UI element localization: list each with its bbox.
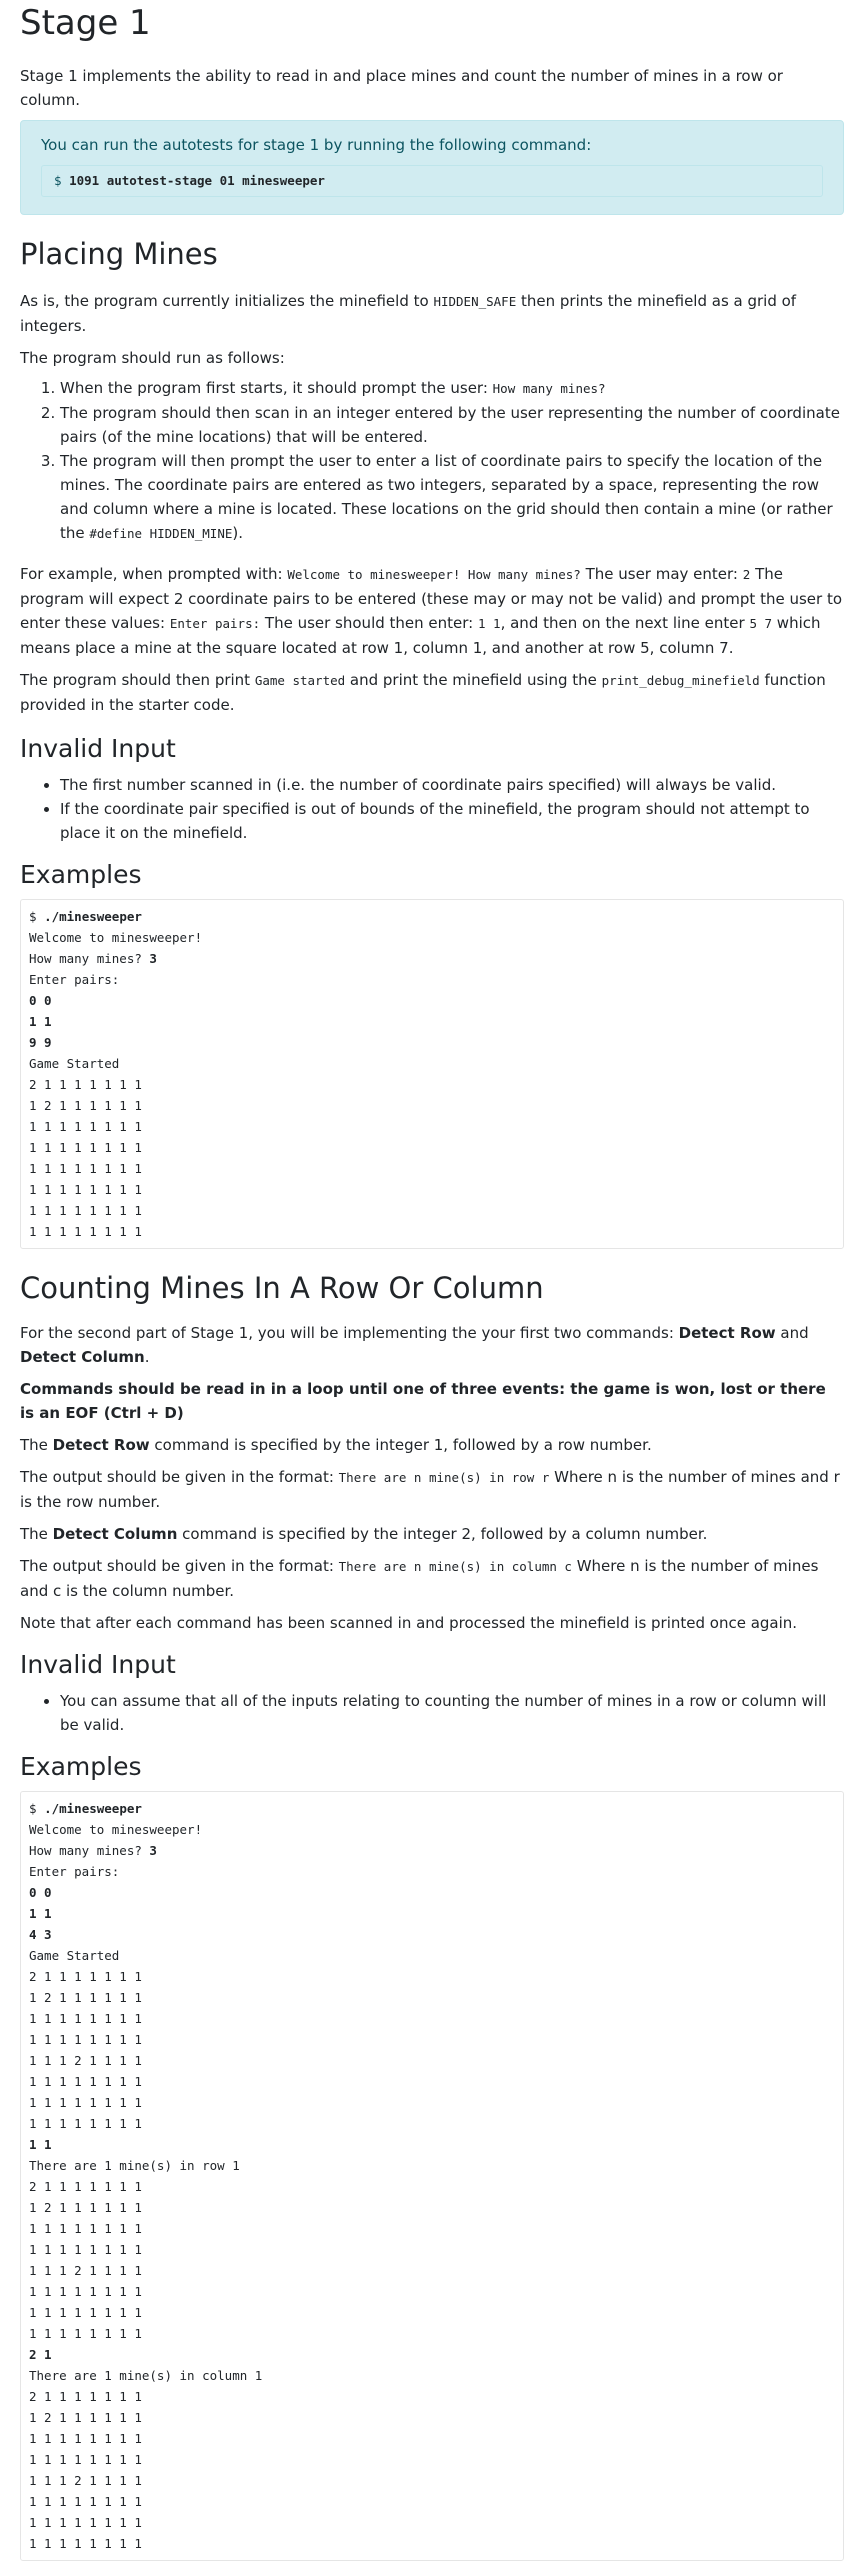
terminal-line <box>29 2137 52 2152</box>
text: The output should be given in the format: <box>20 1468 339 1486</box>
terminal-example-1 <box>20 899 844 1249</box>
terminal-input: 4 3 <box>29 1927 52 1942</box>
terminal-input: 0 0 <box>29 1885 52 1900</box>
invalid-input-list-2 <box>20 1689 844 1737</box>
terminal-input: 2 1 <box>29 2347 52 2362</box>
terminal-input: ./minesweeper <box>44 1801 142 1816</box>
invalid-input-list-1 <box>20 773 844 845</box>
terminal-output: 1 1 1 1 1 1 1 1 <box>29 1161 142 1176</box>
terminal-output: How many mines? <box>29 951 150 966</box>
terminal-output: 1 1 1 1 1 1 1 1 <box>29 2326 142 2341</box>
terminal-line <box>29 2389 142 2404</box>
terminal-input: ./minesweeper <box>44 909 142 924</box>
terminal-output: 1 1 1 1 1 1 1 1 <box>29 2032 142 2047</box>
terminal-output: 1 1 1 1 1 1 1 1 <box>29 2074 142 2089</box>
terminal-input: 1 1 <box>29 1906 52 1921</box>
code-how-many-mines: How many mines? <box>492 381 606 396</box>
terminal-line <box>29 1140 142 1155</box>
code-hidden-mine: #define HIDDEN_MINE <box>89 526 233 541</box>
terminal-line <box>29 1906 52 1921</box>
terminal-output: There are 1 mine(s) in column 1 <box>29 2368 263 2383</box>
terminal-line <box>29 1203 142 1218</box>
prompt-symbol: $ <box>54 173 62 188</box>
terminal-line <box>29 2284 142 2299</box>
print-paragraph <box>20 668 844 717</box>
terminal-output: 2 1 1 1 1 1 1 1 <box>29 2389 142 2404</box>
counting-p3 <box>20 1433 844 1457</box>
terminal-output: 1 1 1 1 1 1 1 1 <box>29 2452 142 2467</box>
terminal-line <box>29 2221 142 2236</box>
terminal-line <box>29 1801 142 1816</box>
terminal-line <box>29 2536 142 2551</box>
terminal-output: 1 2 1 1 1 1 1 1 <box>29 1990 142 2005</box>
terminal-line <box>29 2368 262 2383</box>
terminal-line <box>29 1014 52 1029</box>
counting-p5 <box>20 1522 844 1546</box>
terminal-output: 1 2 1 1 1 1 1 1 <box>29 1098 142 1113</box>
autotest-alert <box>20 120 844 215</box>
terminal-output: 1 1 1 2 1 1 1 1 <box>29 2263 142 2278</box>
terminal-line <box>29 1885 52 1900</box>
list-item: • If the coordinate pair specified is out of bounds of the minefield, the program should not attempt to place it on the minefield. <box>60 797 844 845</box>
terminal-line <box>29 2305 142 2320</box>
terminal-line <box>29 1224 142 1239</box>
stage-title: Stage 1 <box>20 3 151 43</box>
terminal-line <box>29 1161 142 1176</box>
terminal-line <box>29 909 142 924</box>
text: The <box>20 1525 53 1543</box>
terminal-output: Game Started <box>29 1948 120 1963</box>
terminal-output: 1 1 1 1 1 1 1 1 <box>29 2536 142 2551</box>
list-item <box>60 376 844 401</box>
terminal-output: 1 1 1 1 1 1 1 1 <box>29 2494 142 2509</box>
terminal-line <box>29 930 202 945</box>
alert-text: You can run the autotests for stage 1 by running the following command: <box>41 136 592 154</box>
text: The output should be given in the format: <box>20 1557 339 1575</box>
text: The user may enter: <box>580 565 743 583</box>
terminal-output: 1 1 1 1 1 1 1 1 <box>29 2221 142 2236</box>
code-game-started: Game started <box>254 673 346 688</box>
text: . <box>144 1348 150 1366</box>
text: The program will expect 2 coordinate pairs to be entered (these may or may not be valid) and prompt the user to enter these values: <box>20 565 843 632</box>
list-item: 2. The program should then scan in an integer entered by the user representing the number of coordinate pairs (of the mine locations) that will be entered. <box>60 401 844 449</box>
terminal-output: 2 1 1 1 1 1 1 1 <box>29 1969 142 1984</box>
code-hidden-safe: HIDDEN_SAFE <box>433 294 517 309</box>
counting-p7: Note that after each command has been scanned in and processed the minefield is printed once again. <box>20 1614 798 1632</box>
terminal-line <box>29 1119 142 1134</box>
terminal-output: 1 1 1 1 1 1 1 1 <box>29 2305 142 2320</box>
code-column-format: There are n mine(s) in column c <box>338 1559 572 1574</box>
terminal-output: 1 1 1 2 1 1 1 1 <box>29 2473 142 2488</box>
terminal-line <box>29 2074 142 2089</box>
terminal-line <box>29 1864 119 1879</box>
text: and print the minefield using the <box>345 671 602 689</box>
terminal-line <box>29 1927 52 1942</box>
placing-p1 <box>20 289 844 338</box>
terminal-output: Welcome to minesweeper! <box>29 1822 203 1837</box>
terminal-output: 2 1 1 1 1 1 1 1 <box>29 2179 142 2194</box>
list-item <box>60 449 844 546</box>
text: , and then on the next line enter <box>500 614 750 632</box>
counting-p2 <box>20 1377 844 1425</box>
terminal-output: Game Started <box>29 1056 120 1071</box>
counting-p6 <box>20 1554 844 1603</box>
examples-heading-1: Examples <box>20 860 142 889</box>
code-5-7: 5 7 <box>749 616 773 631</box>
code-enter-pairs: Enter pairs: <box>169 616 261 631</box>
terminal-line <box>29 1822 202 1837</box>
text: ). <box>232 524 244 542</box>
terminal-line <box>29 2410 142 2425</box>
terminal-line <box>29 2263 142 2278</box>
text: As is, the program currently initializes the minefield to <box>20 292 434 310</box>
list-item: • You can assume that all of the inputs relating to counting the number of mines in a row or column will be valid. <box>60 1689 844 1737</box>
terminal-line <box>29 2158 240 2173</box>
terminal-output: 1 2 1 1 1 1 1 1 <box>29 2200 142 2215</box>
counting-heading: Counting Mines In A Row Or Column <box>20 1271 544 1305</box>
code-2: 2 <box>742 567 751 582</box>
terminal-line <box>29 2326 142 2341</box>
terminal-line <box>29 993 52 1008</box>
terminal-input: 3 <box>149 1843 157 1858</box>
terminal-output: 1 1 1 1 1 1 1 1 <box>29 2095 142 2110</box>
terminal-line <box>29 2179 142 2194</box>
detect-column-bold: Detect Column <box>20 1348 145 1366</box>
terminal-line <box>29 1990 142 2005</box>
text: which means place a mine at the square located at row 1, column 1, and another at row 5, column 7. <box>20 614 821 657</box>
terminal-output: 1 1 1 1 1 1 1 1 <box>29 2515 142 2530</box>
text: The <box>20 1436 53 1454</box>
terminal-line <box>29 1969 142 1984</box>
terminal-line <box>29 951 157 966</box>
list-item: • The first number scanned in (i.e. the number of coordinate pairs specified) will always be valid. <box>60 773 844 797</box>
terminal-input: 1 1 <box>29 2137 52 2152</box>
text: The program should then print <box>20 671 255 689</box>
terminal-line <box>29 2200 142 2215</box>
terminal-line <box>29 1035 52 1050</box>
terminal-output: 1 2 1 1 1 1 1 1 <box>29 2410 142 2425</box>
terminal-output: 1 1 1 1 1 1 1 1 <box>29 2284 142 2299</box>
text: and <box>775 1324 809 1342</box>
terminal-line <box>29 1843 157 1858</box>
terminal-output: 2 1 1 1 1 1 1 1 <box>29 1077 142 1092</box>
intro-paragraph: Stage 1 implements the ability to read in and place mines and count the number of mines in a row or column. <box>20 67 783 109</box>
text: For the second part of Stage 1, you will be implementing the your first two commands: <box>20 1324 679 1342</box>
text: then prints the minefield as a grid of integers. <box>20 292 797 335</box>
terminal-output: $ <box>29 1801 45 1816</box>
terminal-line <box>29 1098 142 1113</box>
terminal-line <box>29 1056 119 1071</box>
code-print-debug-minefield: print_debug_minefield <box>601 673 760 688</box>
terminal-output: 1 1 1 2 1 1 1 1 <box>29 2053 142 2068</box>
terminal-input: 1 1 <box>29 1014 52 1029</box>
terminal-line <box>29 2431 142 2446</box>
terminal-input: 9 9 <box>29 1035 52 1050</box>
text: For example, when prompted with: <box>20 565 288 583</box>
terminal-output: How many mines? <box>29 1843 150 1858</box>
terminal-line <box>29 2452 142 2467</box>
terminal-output: 1 1 1 1 1 1 1 1 <box>29 1224 142 1239</box>
placing-p2: The program should run as follows: <box>20 349 285 367</box>
terminal-output: 1 1 1 1 1 1 1 1 <box>29 2011 142 2026</box>
terminal-output: Welcome to minesweeper! <box>29 930 203 945</box>
terminal-line <box>29 972 119 987</box>
terminal-output: There are 1 mine(s) in row 1 <box>29 2158 240 2173</box>
terminal-line <box>29 2347 52 2362</box>
invalid-input-heading-1: Invalid Input <box>20 734 176 763</box>
detect-column-bold: Detect Column <box>52 1525 178 1543</box>
autotest-command-box[interactable] <box>41 165 823 197</box>
terminal-line <box>29 2116 142 2131</box>
detect-row-bold: Detect Row <box>52 1436 150 1454</box>
terminal-output: Enter pairs: <box>29 972 120 987</box>
counting-p4 <box>20 1465 844 1514</box>
terminal-line <box>29 2095 142 2110</box>
text: Where n is the number of mines and r is the row number. <box>20 1468 840 1511</box>
terminal-output: 1 1 1 1 1 1 1 1 <box>29 2242 142 2257</box>
terminal-line <box>29 2011 142 2026</box>
terminal-line <box>29 1948 119 1963</box>
example-paragraph <box>20 562 844 660</box>
terminal-line <box>29 2242 142 2257</box>
invalid-input-heading-2: Invalid Input <box>20 1650 176 1679</box>
examples-heading-2: Examples <box>20 1752 142 1781</box>
terminal-line <box>29 2473 142 2488</box>
terminal-line <box>29 2032 142 2047</box>
terminal-output: $ <box>29 909 45 924</box>
terminal-line <box>29 2494 142 2509</box>
terminal-output: 1 1 1 1 1 1 1 1 <box>29 2431 142 2446</box>
loop-note-bold: Commands should be read in in a loop until one of three events: the game is won, lost or there is an EOF (Ctrl + D) <box>20 1380 826 1422</box>
terminal-line <box>29 2053 142 2068</box>
terminal-input: 3 <box>149 951 157 966</box>
text: When the program first starts, it should prompt the user: <box>60 379 493 397</box>
text: command is specified by the integer 2, followed by a column number. <box>177 1525 708 1543</box>
terminal-line <box>29 1182 142 1197</box>
terminal-output: 1 1 1 1 1 1 1 1 <box>29 1182 142 1197</box>
counting-p1 <box>20 1321 844 1369</box>
terminal-output: 1 1 1 1 1 1 1 1 <box>29 1119 142 1134</box>
text: function provided in the starter code. <box>20 671 826 714</box>
terminal-output: 1 1 1 1 1 1 1 1 <box>29 1140 142 1155</box>
text: The program will then prompt the user to enter a list of coordinate pairs to specify the location of the mines. The coordinate pairs are entered as two integers, separated by a space, representing the row and column where a mine is located. These locations on the grid should then contain a mine (or rather the <box>60 452 833 542</box>
terminal-output: 1 1 1 1 1 1 1 1 <box>29 2116 142 2131</box>
terminal-example-2 <box>20 1791 844 2561</box>
text: command is specified by the integer 1, followed by a row number. <box>149 1436 652 1454</box>
placing-mines-heading: Placing Mines <box>20 237 218 271</box>
code-welcome: Welcome to minesweeper! How many mines? <box>287 567 581 582</box>
placing-steps-list <box>20 376 844 546</box>
code-row-format: There are n mine(s) in row r <box>338 1470 550 1485</box>
text: Where n is the number of mines and c is the column number. <box>20 1557 819 1600</box>
autotest-command: 1091 autotest-stage 01 minesweeper <box>69 173 325 188</box>
terminal-output: Enter pairs: <box>29 1864 120 1879</box>
terminal-line <box>29 1077 142 1092</box>
text: The user should then enter: <box>260 614 478 632</box>
terminal-input: 0 0 <box>29 993 52 1008</box>
terminal-output: 1 1 1 1 1 1 1 1 <box>29 1203 142 1218</box>
code-1-1: 1 1 <box>478 616 501 631</box>
detect-row-bold: Detect Row <box>678 1324 776 1342</box>
